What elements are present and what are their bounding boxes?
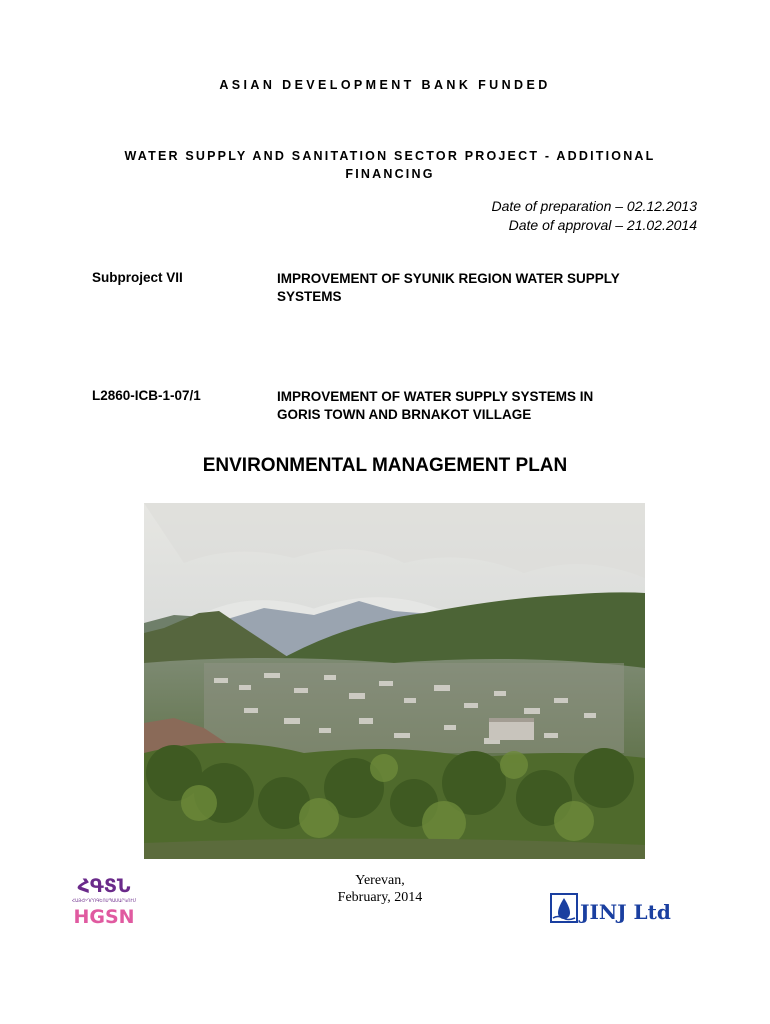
- funding-heading: ASIAN DEVELOPMENT BANK FUNDED: [219, 78, 551, 92]
- approval-date: Date of approval – 21.02.2014: [508, 217, 697, 233]
- contract-value-line2: GORIS TOWN AND BRNAKOT VILLAGE: [277, 407, 532, 422]
- place-date: February, 2014: [337, 890, 423, 905]
- project-title-line1: WATER SUPPLY AND SANITATION SECTOR PROJECT - ADDITIONAL: [124, 149, 656, 163]
- subproject-value-line1: IMPROVEMENT OF SYUNIK REGION WATER SUPPLY: [277, 271, 620, 286]
- hgsn-logo-armenian: ՀԳՏՆ: [77, 875, 131, 897]
- contract-label: L2860-ICB-1-07/1: [92, 388, 201, 403]
- place-and-date: [300, 872, 460, 906]
- document-title: ENVIRONMENTAL MANAGEMENT PLAN: [202, 455, 568, 476]
- water-drop-icon: [558, 898, 570, 919]
- jinj-logo-text: JINJ Ltd: [580, 900, 671, 924]
- project-title: [80, 147, 700, 183]
- subproject-label: Subproject VII: [92, 270, 183, 285]
- contract-value: [277, 388, 697, 424]
- hgsn-logo-subtitle: ՀԱՅՀԻԴՐՈԳԵՈՍՊԱՍԱՐԿՈՒՄ: [71, 898, 137, 903]
- hgsn-logo: [68, 872, 140, 928]
- hgsn-logo-latin: HGSN: [73, 906, 135, 928]
- town-landscape-photo: [144, 503, 645, 859]
- preparation-date: Date of preparation – 02.12.2013: [491, 198, 697, 214]
- jinj-logo: [550, 886, 690, 926]
- subproject-value: [277, 270, 697, 306]
- place-city: Yerevan,: [355, 873, 405, 888]
- contract-value-line1: IMPROVEMENT OF WATER SUPPLY SYSTEMS IN: [277, 389, 594, 404]
- project-title-line2: FINANCING: [345, 167, 435, 181]
- subproject-value-line2: SYSTEMS: [277, 289, 342, 304]
